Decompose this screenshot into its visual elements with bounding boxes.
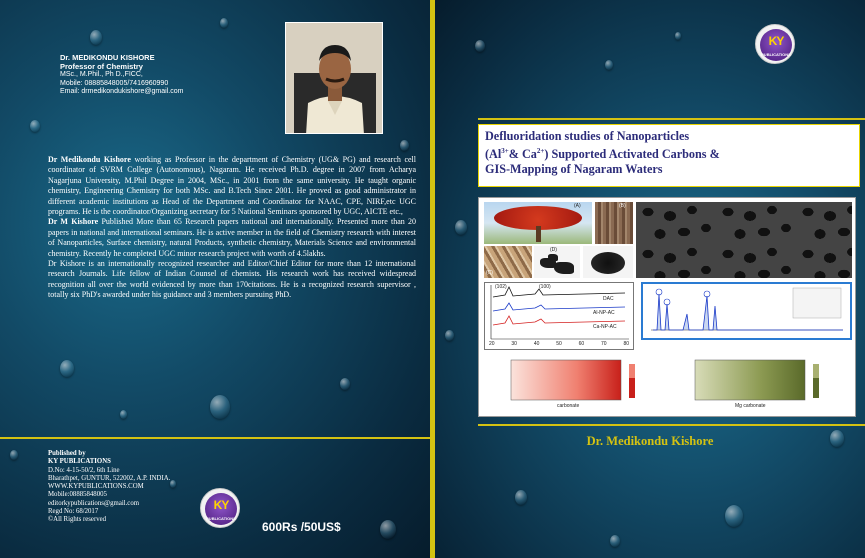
author-top-rule xyxy=(478,424,865,426)
xrd-x-ticks: 20 30 40 50 60 70 80 xyxy=(489,341,629,347)
author-position: Professor of Chemistry xyxy=(60,61,143,71)
gis-map-green: Mg carbonate xyxy=(681,356,849,412)
author-contact xyxy=(60,54,183,97)
published-by-label: Published by xyxy=(48,450,86,457)
bio-paragraph-1: Dr Medikondu Kishore working as Professor in the department of Chemistry (UG& PG) and research cell coordinator of SVRM College (Autonomous), Nagaram. He received Ph.D. degree in 2007 from Acharya Nagarjuna University, M.Phil Degree in 2004, MSc., in 2001 from the same university. He taught organic chemistry, Engineering Chemistry for both MSc. and B.Tech Since 2001. He proved as good administrator in different academic institutions as Head of the Department and Coordinator for NAAC, CPE, NIRF,etc UGC programs. He is the coordinator/Organizing secretary for 5 National Seminars sponsored by UGC, AICTE etc., xyxy=(48,155,416,217)
author-photo xyxy=(285,22,383,134)
author-degrees: MSc., M.Phil., Ph D.,FICC, xyxy=(60,71,143,78)
powder-photo xyxy=(583,246,633,278)
bark-photo: (B) xyxy=(595,202,633,244)
author-biography xyxy=(48,155,416,301)
author-mobile: Mobile: 08885848005/7416960990 xyxy=(60,79,169,87)
publisher-email: editorkypublications@gmail.com xyxy=(48,499,140,507)
charcoal-photo: (D) xyxy=(534,246,580,278)
price-label: 600Rs /50US$ xyxy=(262,520,341,534)
ky-publications-logo-front: KY PUBLICATIONS xyxy=(755,24,795,64)
tree-photo: (A) xyxy=(484,202,592,244)
edx-spectrum xyxy=(641,282,852,340)
title-line-1: Defluoridation studies of Nanoparticles xyxy=(485,129,690,143)
publisher-mobile: Mobile:08885848005 xyxy=(48,491,107,499)
publisher-website: WWW.KYPUBLICATIONS.COM xyxy=(48,483,144,491)
sem-micrograph xyxy=(636,202,852,278)
title-line-3: GIS-Mapping of Nagaram Waters xyxy=(485,162,663,177)
bio-paragraph-2: Dr M Kishore Published More than 65 Research papers national and internationally. Presented more than 20 papers in national and international seminars. He is active member in the field of Chemistry research with interest of Nanoparticles, Surface chemistry, natural Products, synthetic chemistry, Materials Science and environmental chemistry. Recently he completed UGC minor research project with worth of 4.5lakhs. xyxy=(48,217,417,258)
title-line-2: ($Al^{3+}\&$ $Ca^{2+}$) Supported Activated Carbons & xyxy=(485,147,720,162)
gis-map-red: carbonate xyxy=(497,356,665,412)
xrd-chart: (102) (100) DAC Al-NP-AC Ca-NP-AC 20 30 40 50 60 70 80 xyxy=(484,282,634,350)
author-name: Dr. MEDIKONDU KISHORE xyxy=(60,53,155,62)
publisher-name: KY PUBLICATIONS xyxy=(48,458,111,466)
publisher-regd: Regd No: 68/2017 xyxy=(48,508,99,516)
publisher-address-1: D.No: 4-15-50/2, 6th Line xyxy=(48,466,120,474)
author-email: Email: drmedikondukishore@gmail.com xyxy=(60,88,184,95)
publisher-info xyxy=(48,450,170,525)
back-cover xyxy=(0,0,430,558)
ky-publications-logo-back: KY PUBLICATIONS xyxy=(200,488,240,528)
bio-paragraph-3: Dr Kishore is an internationally recognized researcher and Editor/Chief Editor for more than 12 international research Journals. Life fellow of Indian Counsel of chemists. His research work has received widespread recognition all over the world evidenced by more than 170citations. He is a recognized research supervisor , totally six PhD's awarded under his guidance and 3 members pursuing PhD. xyxy=(48,259,416,300)
front-cover xyxy=(435,0,865,558)
title-top-rule xyxy=(478,118,865,120)
book-title xyxy=(478,124,860,187)
pods-photo: (C) xyxy=(484,246,532,278)
front-author-name: Dr. Medikondu Kishore xyxy=(586,434,714,448)
cover-figure-collage xyxy=(478,197,856,417)
publisher-rights: ©All Rights reserved xyxy=(48,516,107,524)
publisher-address-2: Bharathpet, GUNTUR, 522002, A.P. INDIA. xyxy=(48,474,171,482)
divider-line xyxy=(0,437,430,439)
